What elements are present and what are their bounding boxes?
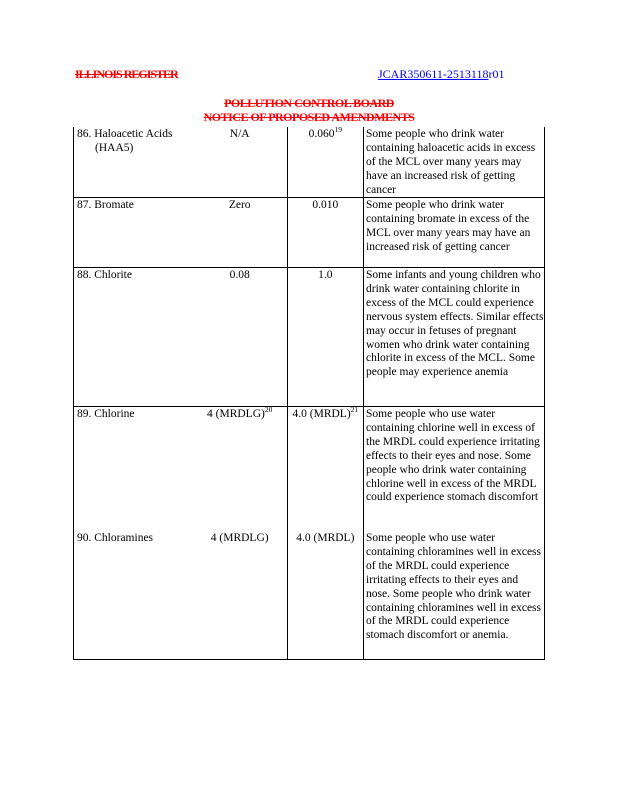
contaminant-name: 90. Chloramines <box>77 532 154 544</box>
table-row-chlorite <box>73 268 545 407</box>
notice-heading: NOTICE OF PROPOSED AMENDMENTS <box>203 110 415 124</box>
health-effects-cell <box>364 531 545 659</box>
mcl-value: 4.0 (MRDL) <box>296 532 355 544</box>
health-effects-cell <box>364 407 545 531</box>
health-effects-cell <box>364 268 545 406</box>
contaminant-table <box>73 127 545 660</box>
contaminant-cell <box>73 127 288 197</box>
contaminant-name-line2: (HAA5) <box>95 141 134 154</box>
health-effects-cell <box>364 198 545 267</box>
mcl-cell <box>288 268 364 406</box>
mcl-value: 0.060 <box>308 128 335 140</box>
mcl-value: 4.0 (MRDL) <box>292 408 351 420</box>
contaminant-cell <box>73 268 288 406</box>
mcl-cell <box>288 531 364 659</box>
contaminant-cell <box>73 407 288 531</box>
contaminant-name: 86. Haloacetic Acids <box>77 128 173 140</box>
jcar-link[interactable]: JCAR350611-2513118 <box>378 67 489 81</box>
contaminant-name: 89. Chlorine <box>77 408 135 420</box>
contaminant-name: 88. Chlorite <box>77 269 132 281</box>
table-row-chlorine <box>73 407 545 531</box>
mcl-cell <box>288 407 364 531</box>
mcl-value: 1.0 <box>318 269 333 281</box>
table-row-bromate <box>73 198 545 268</box>
contaminant-name: 87. Bromate <box>77 199 134 211</box>
mclg-value: 0.08 <box>229 269 250 281</box>
board-heading: POLLUTION CONTROL BOARD <box>224 96 394 110</box>
mcl-footnote: 21 <box>350 405 359 415</box>
health-effects-cell <box>364 127 545 197</box>
jcar-suffix: r01 <box>488 67 505 81</box>
health-effects-text: Some people who use water containing chloramines well in excess of the MRDL could experience irritating effects to their eyes and nose. Some people who drink water containing chloramines well in excess of the MRDL could experience stomach discomfort or anemia. <box>366 532 542 642</box>
health-effects-text: Some people who use water containing chlorine well in excess of the MRDL could experience irritating effects to their eyes and nose. Some people who drink water containing chlorine well in excess of the MRDL could experience stomach discomfort <box>366 408 540 504</box>
mclg-value: N/A <box>229 128 250 140</box>
health-effects-text: Some infants and young children who drink water containing chlorite in excess of the MCL could experience nervous system effects. Similar effects may occur in fetuses of pregnant women who drink water containing chlorite in excess of the MCL. Some people may experience anemia <box>366 269 544 379</box>
mclg-value: 4 (MRDLG)$^{20}$ <box>207 405 273 420</box>
mcl-cell <box>288 198 364 267</box>
mclg-footnote: 20 <box>264 405 273 415</box>
mclg-value: 4 (MRDLG) <box>210 532 269 544</box>
mcl-footnote: 19 <box>334 125 343 135</box>
health-effects-text: Some people who drink water containing haloacetic acids in excess of the MCL over many years may have an increased risk of getting cancer <box>366 128 536 196</box>
contaminant-cell <box>73 198 288 267</box>
table-row-haloacetic-acids <box>73 127 545 198</box>
health-effects-text: Some people who drink water containing bromate in excess of the MCL over many years may have an increased risk of getting cancer <box>366 199 531 253</box>
table-row-chloramines <box>73 531 545 660</box>
register-title: ILLINOIS REGISTER <box>75 67 178 81</box>
contaminant-cell <box>73 531 288 659</box>
mcl-cell <box>288 127 364 197</box>
mclg-value: Zero <box>228 199 251 211</box>
jcar-number <box>378 67 504 82</box>
mcl-value: 0.010 <box>312 199 339 211</box>
